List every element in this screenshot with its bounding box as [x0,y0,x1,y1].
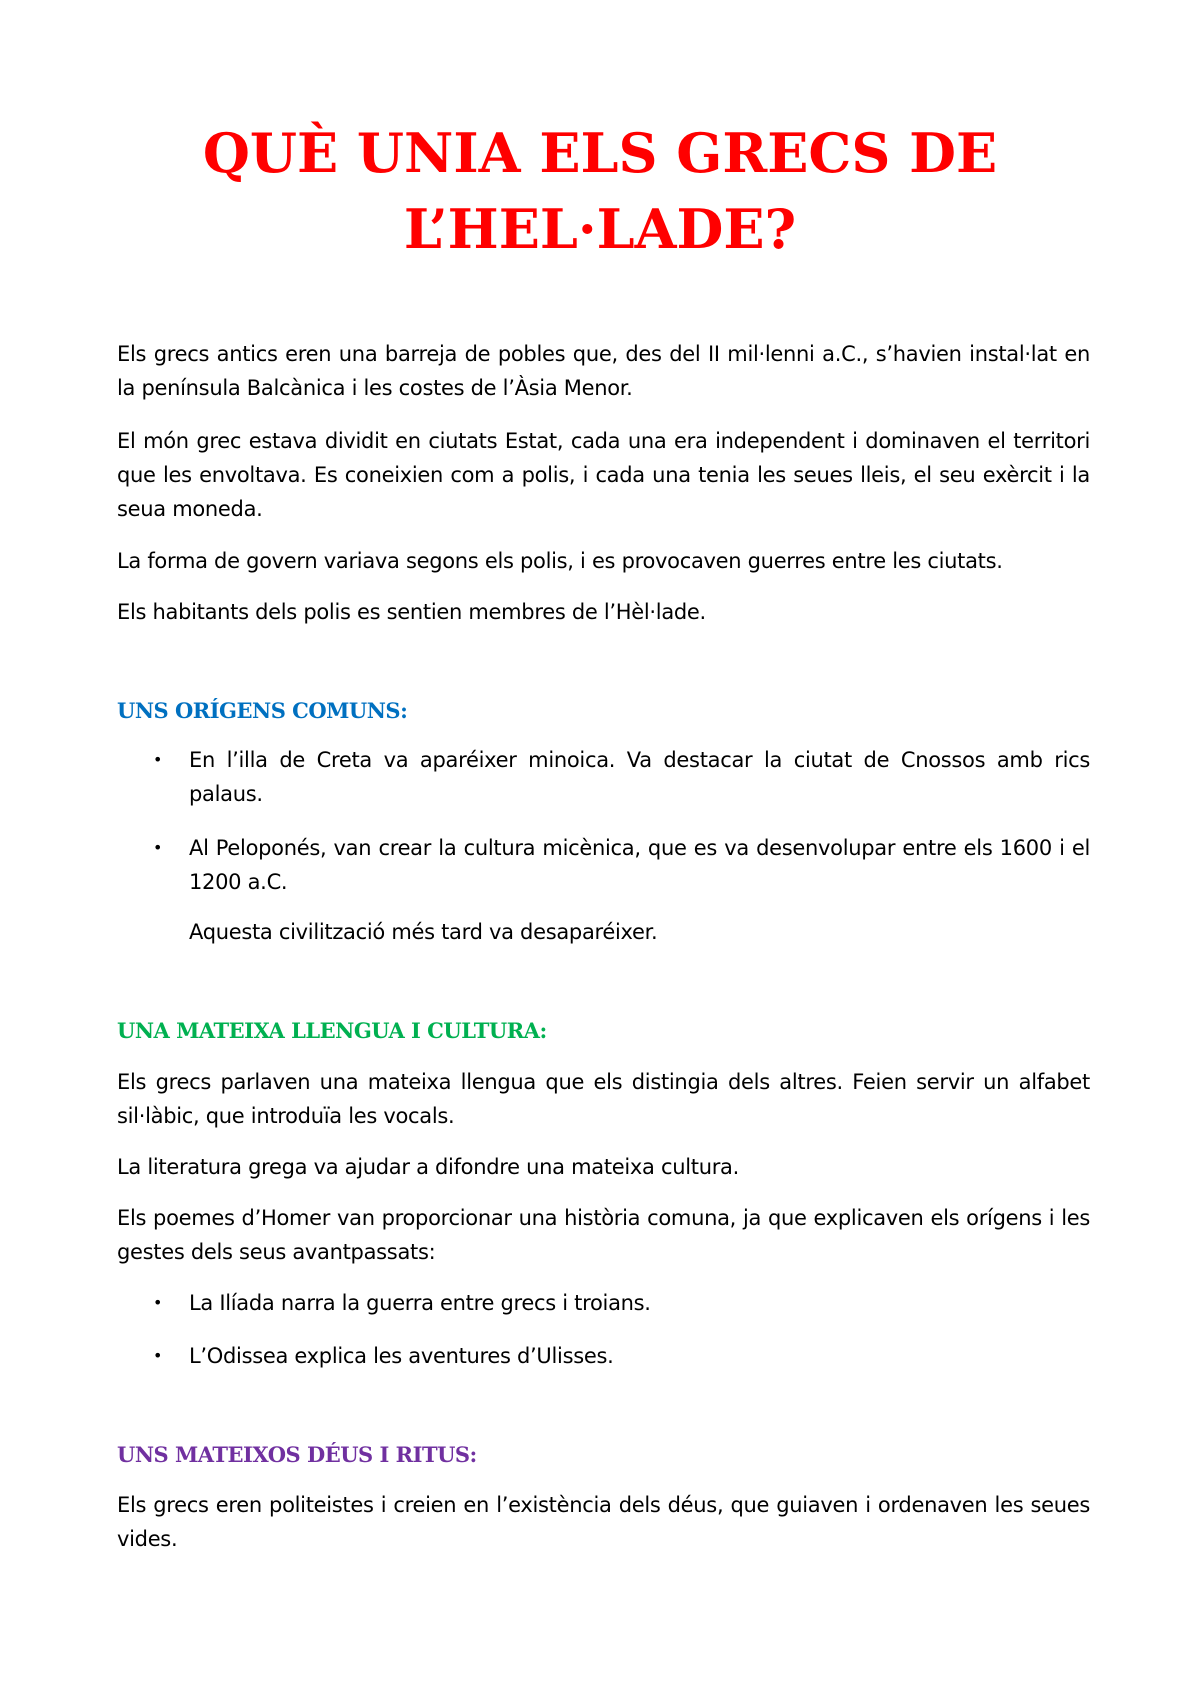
list-item-text: La Ilíada narra la guerra entre grecs i troians. [189,1291,651,1315]
section-heading-gods: UNS MATEIXOS DÉUS I RITUS: [117,1442,477,1467]
bullet-icon: • [153,750,163,769]
list-item-text: En l’illa de Creta va aparéixer minoica. Va destacar la ciutat de Cnossos amb rics palaus. [189,748,1090,806]
list-item-text: Al Peloponés, van crear la cultura micènica, que es va desenvolupar entre els 1600 i el 1200 a.C. [189,836,1090,894]
list-item [153,1286,1090,1320]
paragraph: Els grecs parlaven una mateixa llengua que els distingia dels altres. Feien servir un alfabet sil·làbic, que introduïa les vocals. [117,1070,1090,1128]
page-title [0,115,1200,267]
paragraph: Els grecs eren politeistes i creien en l’existència dels déus, que guiaven i ordenaven les seues vides. [117,1493,1090,1551]
bullet-icon: • [153,838,163,857]
intro-paragraph: El món grec estava dividit en ciutats Estat, cada una era independent i dominaven el territori que les envoltava. Es coneixien com a polis, i cada una tenia les seues lleis, el seu exèrcit i la seua moneda. [117,429,1090,521]
intro-paragraph: La forma de govern variava segons els polis, i es provocaven guerres entre les ciutats. [117,549,1003,573]
section-heading-language: UNA MATEIXA LLENGUA I CULTURA: [117,1018,547,1043]
title-line-2: L’HEL·LADE? [403,197,797,261]
list-item [153,1339,1090,1373]
bullet-icon: • [153,1293,163,1312]
section-heading-origins: UNS ORÍGENS COMUNS: [117,698,408,723]
bullet-icon: • [153,1346,163,1365]
list-note: Aquesta civilització més tard va desaparéixer. [189,920,658,944]
intro-paragraph: Els grecs antics eren una barreja de pobles que, des del II mil·lenni a.C., s’havien instal·lat en la península Balcànica i les costes de l’Àsia Menor. [117,342,1090,400]
paragraph: La literatura grega va ajudar a difondre una mateixa cultura. [117,1155,739,1179]
paragraph: Els poemes d’Homer van proporcionar una història comuna, ja que explicaven els orígens i les gestes dels seus avantpassats: [117,1206,1090,1264]
title-line-1: QUÈ UNIA ELS GRECS DE [202,121,998,185]
list-item-text: L’Odissea explica les aventures d’Ulisses. [189,1344,614,1368]
list-item [153,743,1090,811]
intro-paragraph: Els habitants dels polis es sentien membres de l’Hèl·lade. [117,600,706,624]
list-item [153,831,1090,899]
